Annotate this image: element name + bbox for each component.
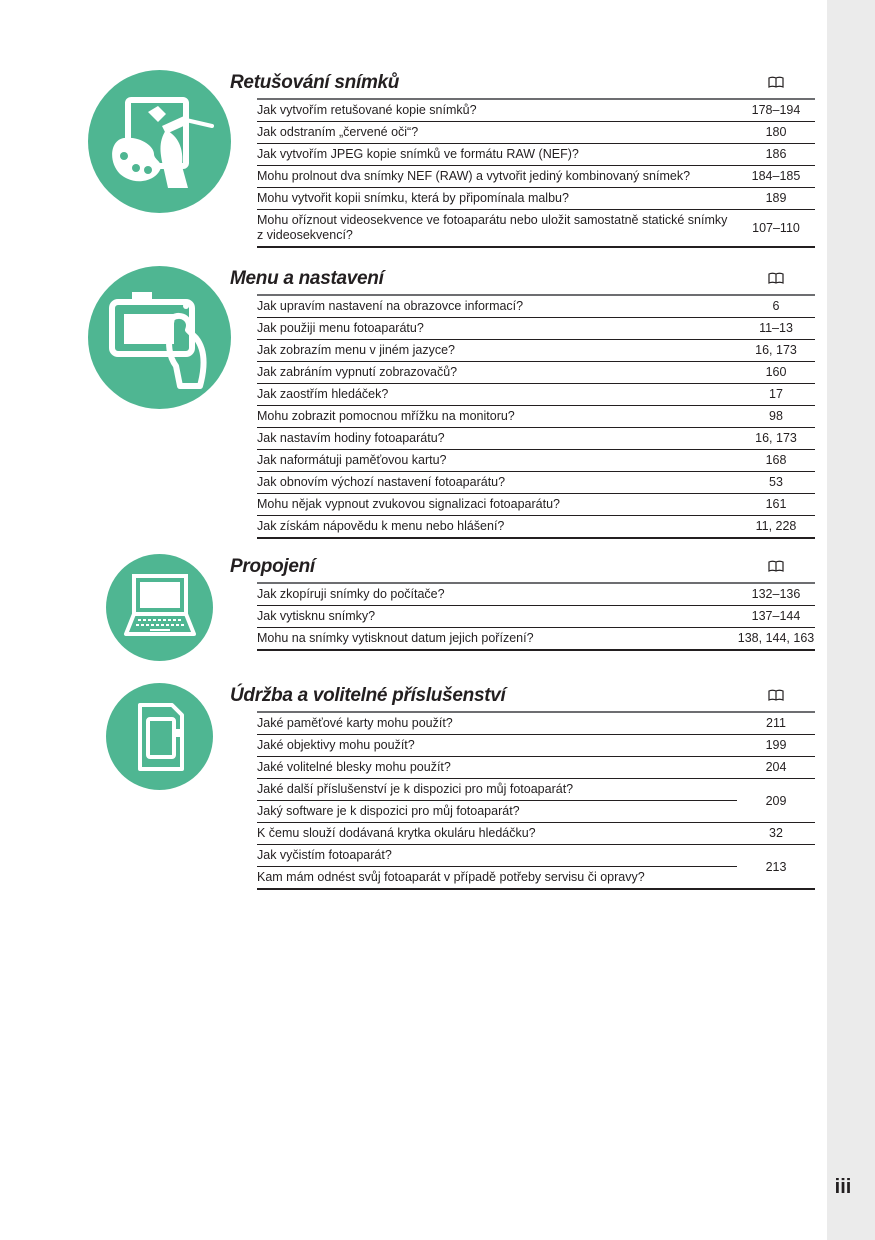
table-row-group — [257, 845, 815, 890]
page-ref: 53 — [769, 475, 783, 489]
question: Jaké volitelné blesky mohu použít? — [257, 760, 451, 774]
question: Jak odstraním „červené oči“? — [257, 125, 419, 139]
table-row — [257, 494, 815, 516]
table-row — [257, 472, 815, 494]
side-strip — [827, 0, 875, 1240]
question: Jak vytvořím JPEG kopie snímků ve formátu RAW (NEF)? — [257, 147, 579, 161]
question: Mohu na snímky vytisknout datum jejich pořízení? — [257, 631, 534, 645]
section-title: Údržba a volitelné příslušenství — [230, 685, 506, 706]
table-row — [257, 428, 815, 450]
question: Jak obnovím výchozí nastavení fotoaparátu? — [257, 475, 506, 489]
question: Jak vyčistím fotoaparát? — [257, 848, 392, 862]
question-table — [257, 582, 815, 651]
question: Jaké paměťové karty mohu použít? — [257, 716, 453, 730]
table-row — [257, 166, 815, 188]
page-ref: 204 — [765, 760, 787, 774]
table-row — [257, 735, 815, 757]
page-ref: 16, 173 — [755, 343, 797, 357]
section-title: Propojení — [230, 556, 315, 577]
page-ref: 178–194 — [751, 103, 801, 117]
page-ref: 199 — [765, 738, 787, 752]
page-ref: 180 — [765, 125, 787, 139]
book-icon — [768, 689, 784, 701]
section-menu-settings — [0, 266, 827, 536]
question: Jak zobrazím menu v jiném jazyce? — [257, 343, 455, 357]
memory-card-icon — [106, 683, 213, 790]
question: Jak vytvořím retušované kopie snímků? — [257, 103, 477, 117]
page-ref: 32 — [769, 826, 783, 840]
question-table — [257, 294, 815, 539]
page-ref: 132–136 — [751, 587, 801, 601]
table-row — [257, 340, 815, 362]
table-row — [257, 188, 815, 210]
page-ref: 186 — [765, 147, 787, 161]
table-row — [257, 362, 815, 384]
page-ref: 211 — [766, 716, 786, 730]
page-number: iii — [834, 1176, 852, 1198]
table-row — [257, 296, 815, 318]
page-ref: 6 — [772, 299, 780, 313]
page-ref: 107–110 — [752, 220, 800, 235]
question: Jak zaostřím hledáček? — [257, 387, 389, 401]
page-ref: 213 — [765, 859, 787, 874]
question: Jak zabráním vypnutí zobrazovačů? — [257, 365, 458, 379]
question: Jak použiji menu fotoaparátu? — [257, 321, 424, 335]
section-connections — [0, 554, 827, 666]
table-row — [257, 606, 815, 628]
question: Jaké objektivy mohu použít? — [257, 738, 415, 752]
question: Jak nastavím hodiny fotoaparátu? — [257, 431, 445, 445]
page-ref: 209 — [765, 793, 787, 808]
book-icon — [768, 272, 784, 284]
section-maintenance-accessories — [0, 683, 827, 893]
question: Mohu vytvořit kopii snímku, která by připomínala malbu? — [257, 191, 569, 205]
table-row — [257, 144, 815, 166]
camera-hand-icon — [88, 266, 231, 409]
question: Jak vytisknu snímky? — [257, 609, 376, 623]
question: Mohu prolnout dva snímky NEF (RAW) a vytvořit jediný kombinovaný snímek? — [257, 169, 691, 183]
palette-brush-icon — [88, 70, 231, 213]
question: K čemu slouží dodávaná krytka okuláru hledáčku? — [257, 826, 536, 840]
question: Jak získám nápovědu k menu nebo hlášení? — [257, 519, 505, 533]
page-ref: 11–13 — [759, 321, 793, 335]
page-ref: 138, 144, 163 — [737, 631, 815, 645]
section-retouch — [0, 70, 827, 250]
page-ref: 16, 173 — [755, 431, 797, 445]
question: Jak naformátuji paměťovou kartu? — [257, 453, 447, 467]
table-row — [257, 450, 815, 472]
question: Mohu zobrazit pomocnou mřížku na monitoru? — [257, 409, 515, 423]
book-icon — [768, 76, 784, 88]
page-ref: 17 — [769, 387, 783, 401]
question: Jak upravím nastavení na obrazovce informací? — [257, 299, 524, 313]
question: Jaké další příslušenství je k dispozici pro můj fotoaparát? — [257, 782, 574, 796]
laptop-icon — [106, 554, 213, 661]
table-row — [257, 406, 815, 428]
table-row — [257, 713, 815, 735]
table-row — [257, 516, 815, 539]
section-title: Retušování snímků — [230, 72, 400, 93]
question: Mohu oříznout videosekvence ve fotoaparátu nebo uložit samostatně statické snímky z videosekvencí? — [257, 213, 728, 242]
table-row — [257, 823, 815, 845]
page-ref: 160 — [765, 365, 787, 379]
question-table — [257, 98, 815, 248]
question: Jaký software je k dispozici pro můj fotoaparát? — [257, 800, 737, 822]
book-icon — [768, 560, 784, 572]
table-row — [257, 210, 815, 248]
section-title: Menu a nastavení — [230, 268, 384, 289]
page-ref: 184–185 — [751, 169, 801, 183]
table-row — [257, 318, 815, 340]
question: Kam mám odnést svůj fotoaparát v případě potřeby servisu či opravy? — [257, 866, 737, 888]
table-row — [257, 628, 815, 651]
page-ref: 137–144 — [751, 609, 801, 623]
table-row — [257, 100, 815, 122]
question: Jak zkopíruji snímky do počítače? — [257, 587, 445, 601]
question-table — [257, 711, 815, 890]
table-row — [257, 584, 815, 606]
table-row — [257, 122, 815, 144]
table-row — [257, 384, 815, 406]
table-row-group — [257, 779, 815, 823]
page-ref: 189 — [765, 191, 787, 205]
page-ref: 161 — [765, 497, 787, 511]
table-row — [257, 757, 815, 779]
page-ref: 98 — [769, 409, 783, 423]
page-ref: 11, 228 — [755, 519, 797, 533]
question: Mohu nějak vypnout zvukovou signalizaci fotoaparátu? — [257, 497, 560, 511]
page-ref: 168 — [765, 453, 787, 467]
